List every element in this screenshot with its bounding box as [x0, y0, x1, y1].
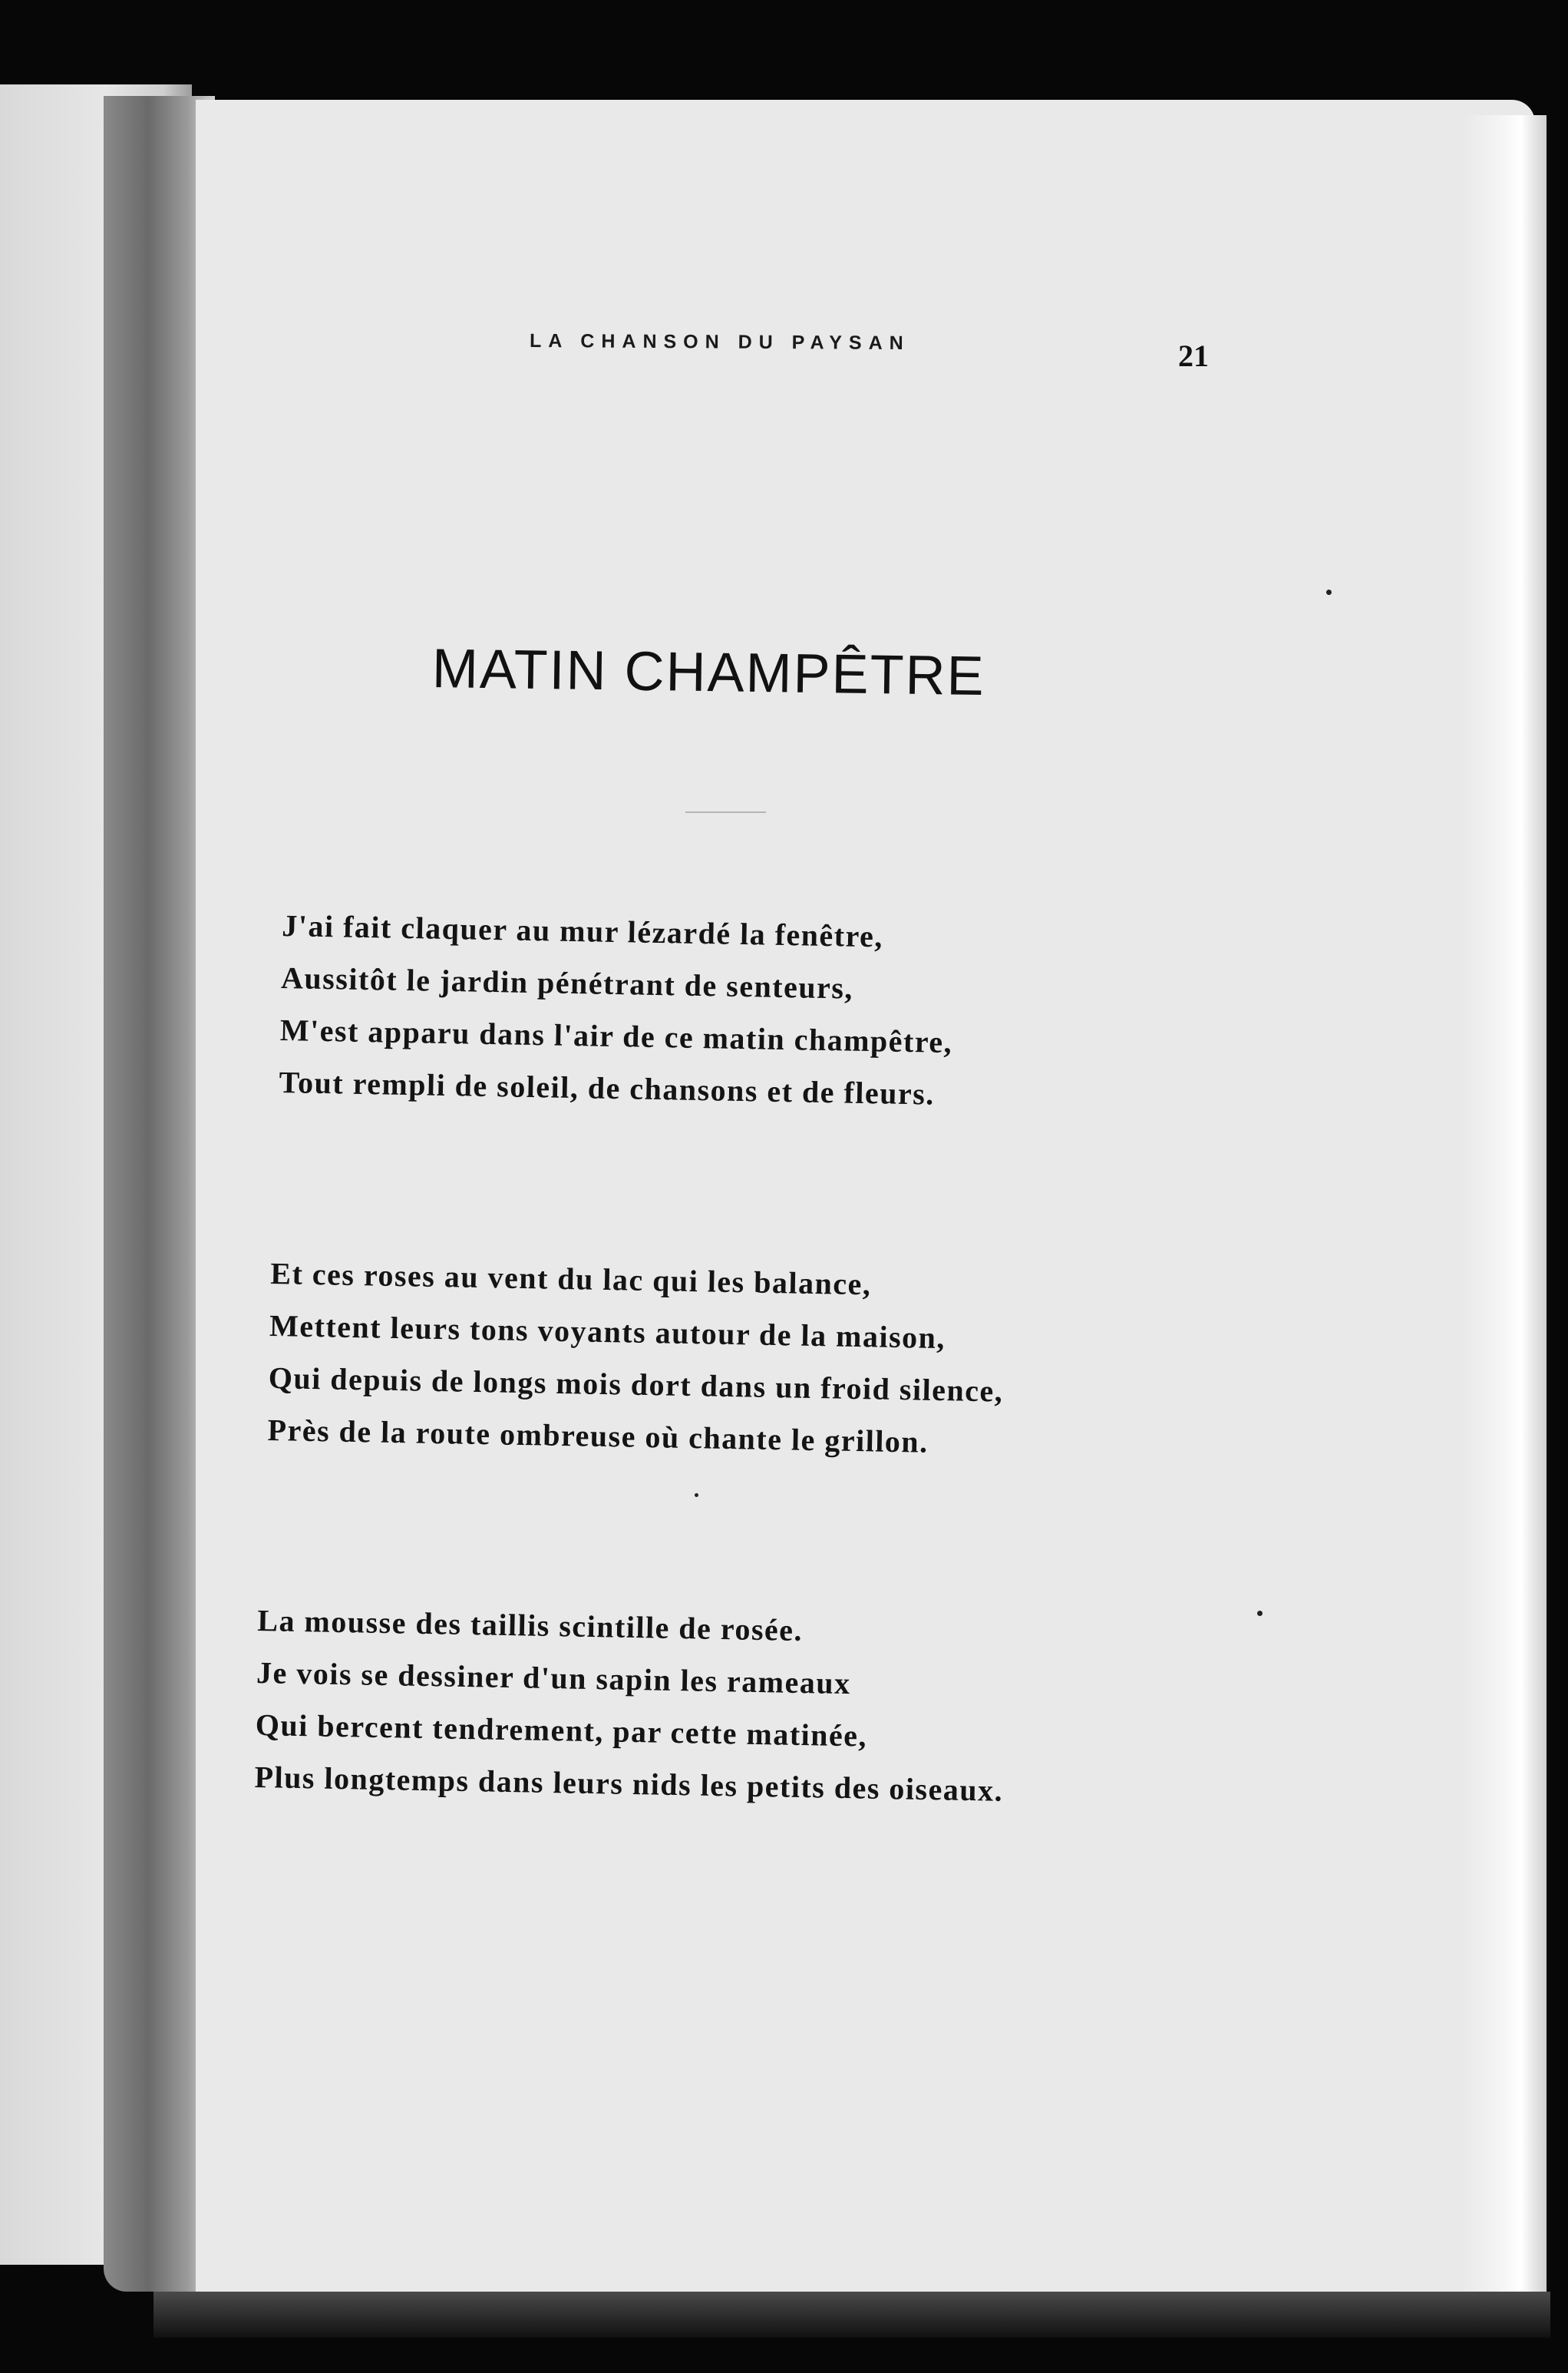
verse-line: Je vois se dessiner d'un sapin les rameaux: [256, 1654, 851, 1701]
page-number: 21: [1178, 339, 1209, 373]
verse-line: Et ces roses au vent du lac qui les balance,: [269, 1255, 872, 1302]
poem-title: MATIN CHAMPÊTRE: [431, 638, 986, 708]
verse-line: Plus longtemps dans leurs nids les petits des oiseaux.: [254, 1759, 1004, 1808]
verse-line: J'ai fait claquer au mur lézardé la fenêtre,: [281, 907, 884, 954]
verse-line: Qui bercent tendrement, par cette matinée,: [255, 1707, 868, 1753]
stanza-1: [279, 900, 955, 1121]
verse-line: Mettent leurs tons voyants autour de la maison,: [269, 1307, 946, 1356]
verse-line: Tout rempli de soleil, de chansons et de fleurs.: [279, 1064, 936, 1112]
book-page: [196, 100, 1535, 2322]
verse-line: Près de la route ombreuse où chante le grillon.: [267, 1412, 929, 1459]
verse-line: M'est apparu dans l'air de ce matin champêtre,: [279, 1012, 953, 1060]
stanza-2: [267, 1248, 1005, 1469]
page-bottom-shadow: [153, 2292, 1550, 2338]
title-divider: [685, 811, 766, 813]
page-edge-highlight: [1462, 115, 1547, 2326]
dust-speck: [1257, 1611, 1263, 1616]
stanza-3: [254, 1595, 1006, 1817]
running-head: LA CHANSON DU PAYSAN: [529, 330, 910, 355]
verse-line: Qui depuis de longs mois dort dans un froid silence,: [268, 1360, 1004, 1409]
verse-line: Aussitôt le jardin pénétrant de senteurs,: [280, 960, 854, 1006]
dust-speck: [695, 1493, 698, 1497]
verse-line: La mousse des taillis scintille de rosée.: [256, 1602, 804, 1648]
dust-speck: [1326, 590, 1332, 595]
